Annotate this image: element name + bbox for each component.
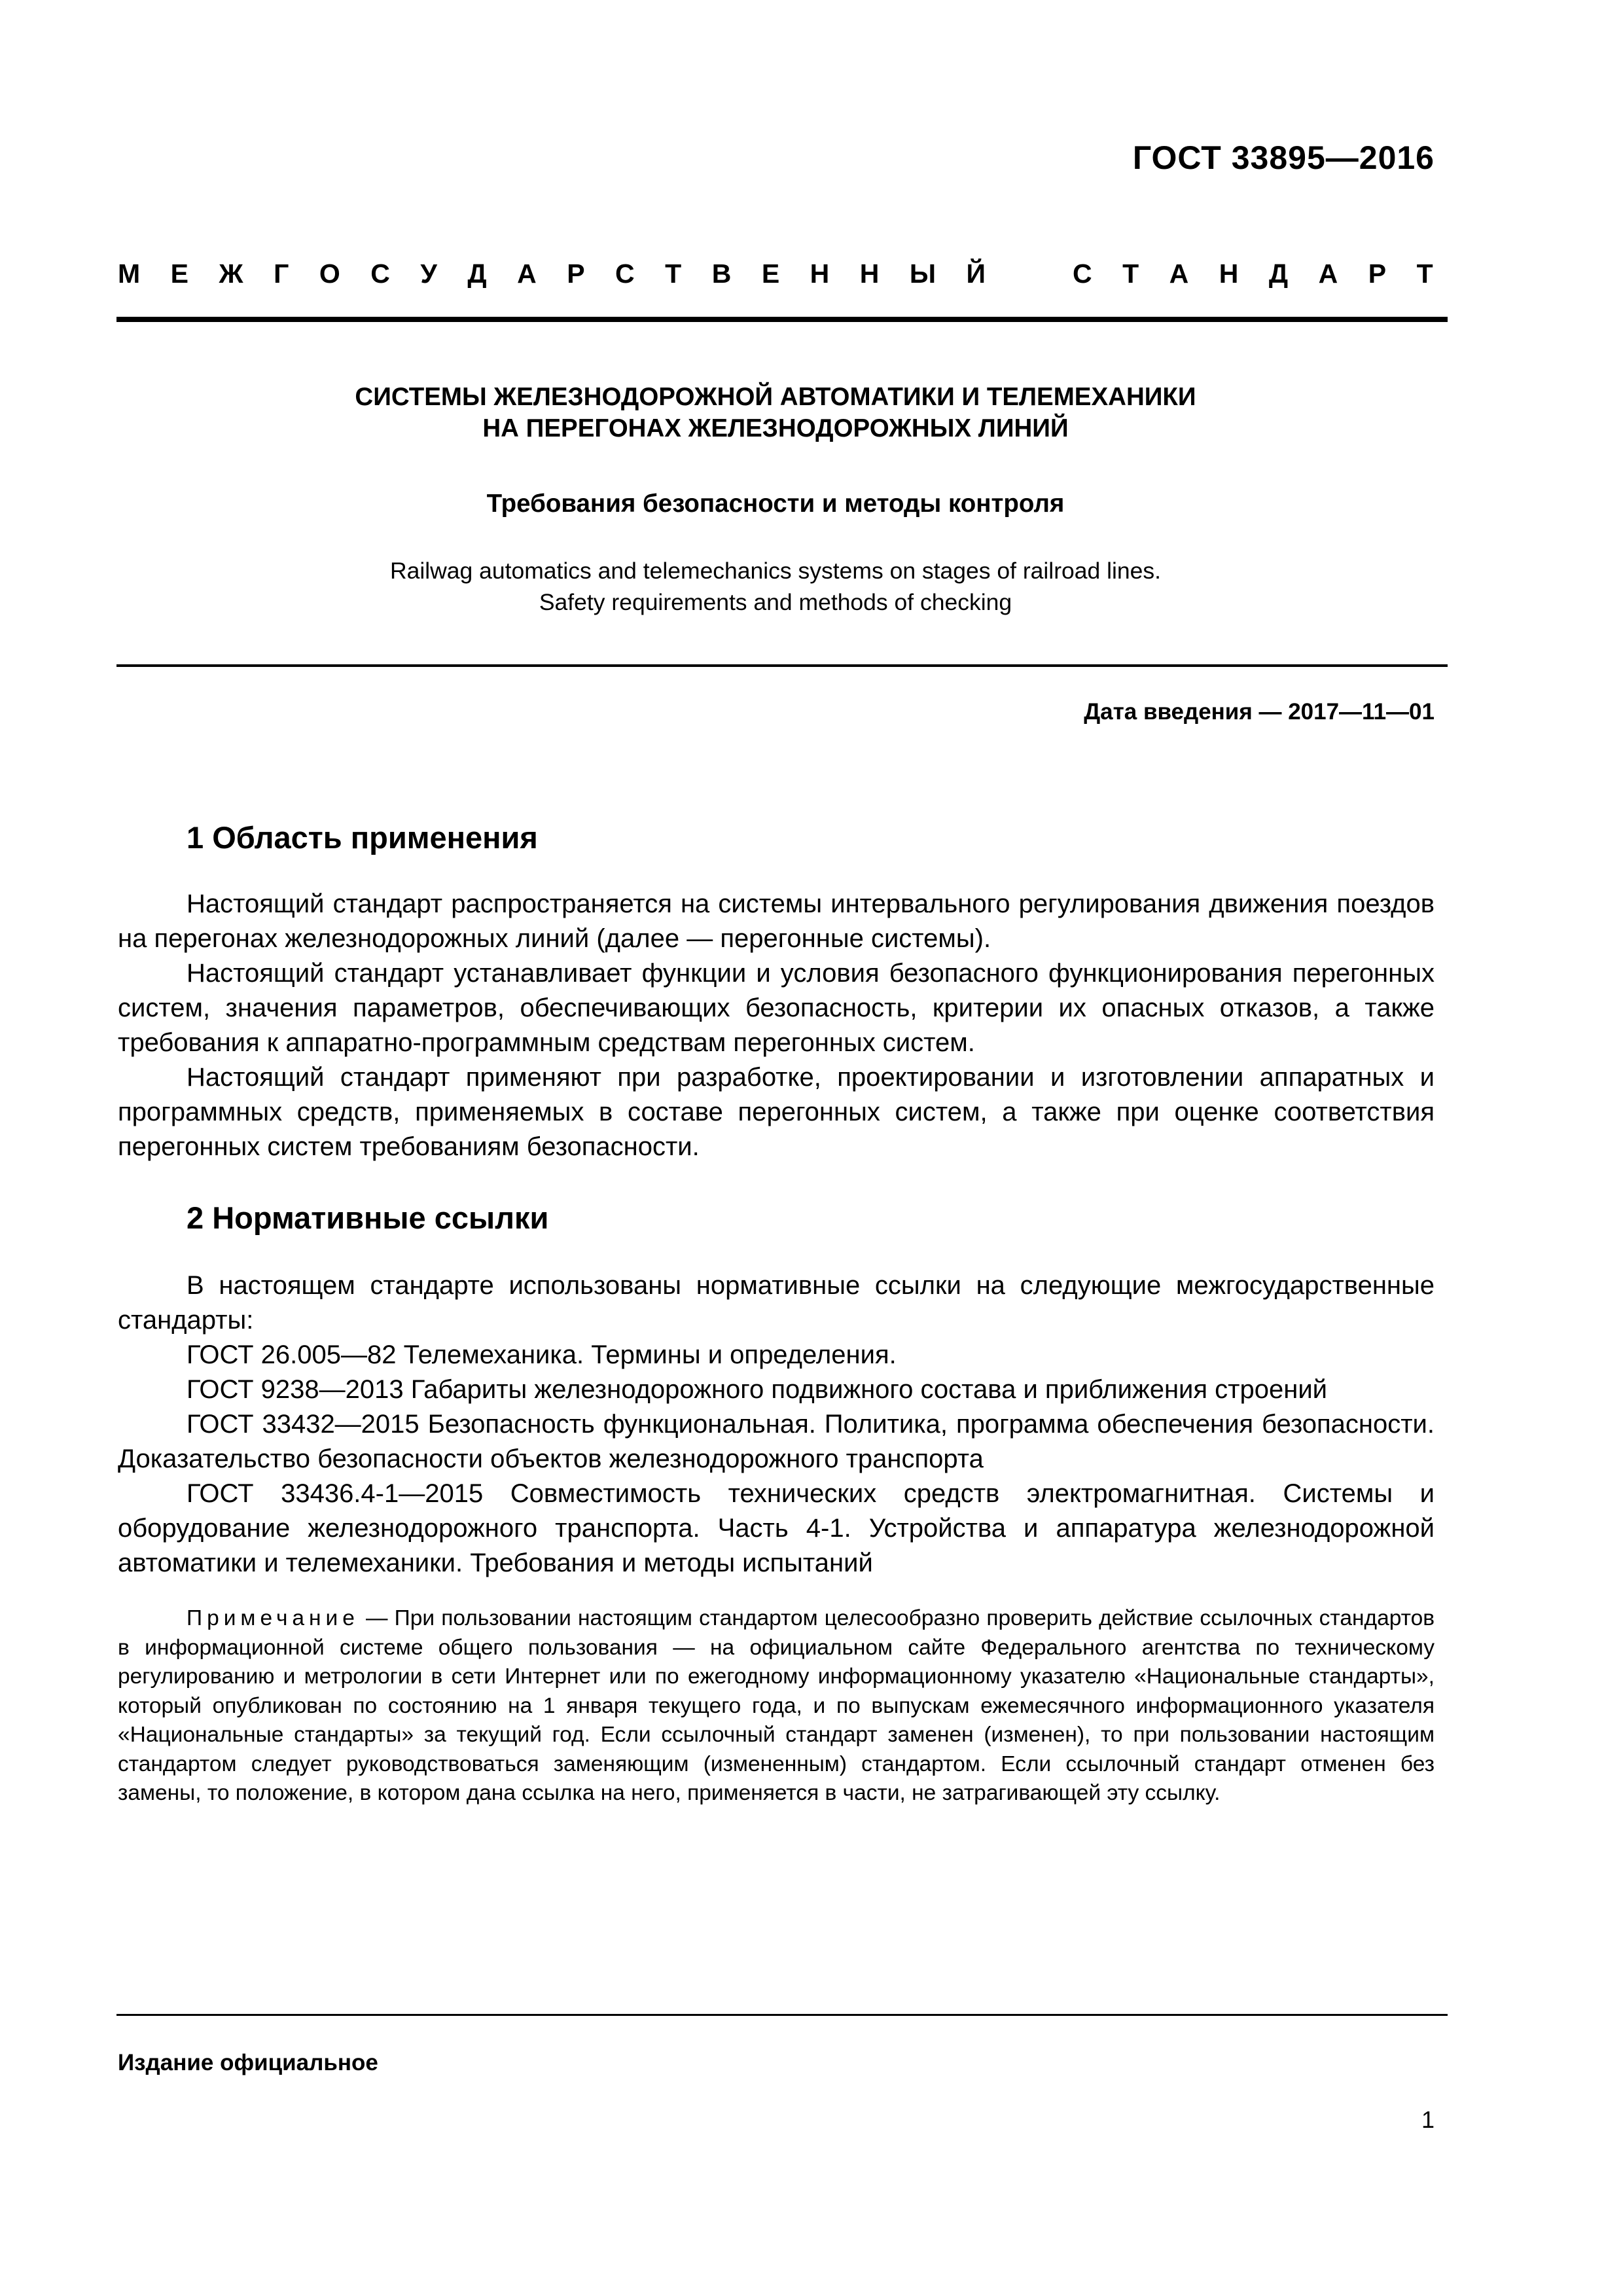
- english-title-line: Safety requirements and methods of checking: [539, 589, 1012, 615]
- note-label: Примечание: [187, 1606, 359, 1630]
- banner-letter: Й: [966, 259, 986, 289]
- reference-item: ГОСТ 26.005—82 Телемеханика. Термины и определения.: [187, 1340, 897, 1369]
- banner-letter: А: [517, 259, 537, 289]
- banner-letter: Т: [665, 259, 682, 289]
- banner-letter: О: [319, 259, 340, 289]
- official-edition-label: Издание официальное: [118, 2050, 378, 2075]
- banner-letter: Р: [1368, 259, 1387, 289]
- banner-letter: Г: [274, 259, 289, 289]
- banner-letter: Н: [1219, 259, 1239, 289]
- banner-letter: А: [1169, 259, 1189, 289]
- title-line: НА ПЕРЕГОНАХ ЖЕЛЕЗНОДОРОЖНЫХ ЛИНИЙ: [482, 414, 1069, 442]
- banner-letter: В: [711, 259, 732, 289]
- banner-word-gap: [1016, 259, 1043, 289]
- section-heading-scope: 1 Область применения: [187, 820, 538, 855]
- banner-letter: С: [370, 259, 390, 289]
- banner-letter: Т: [1416, 259, 1433, 289]
- banner-letter: А: [1318, 259, 1338, 289]
- banner-letter: М: [118, 259, 141, 289]
- banner-letter: Т: [1122, 259, 1139, 289]
- header-divider: [116, 317, 1448, 322]
- title-line: СИСТЕМЫ ЖЕЛЕЗНОДОРОЖНОЙ АВТОМАТИКИ И ТЕЛЕМЕХАНИКИ: [355, 383, 1196, 411]
- banner-letter: Е: [761, 259, 780, 289]
- document-subtitle: Требования безопасности и методы контроля: [486, 490, 1065, 518]
- banner-letter: Н: [859, 259, 880, 289]
- title-divider: [116, 664, 1448, 667]
- paragraph: Настоящий стандарт устанавливает функции и условия безопасного функционирования перегонных систем, значения параметров, обеспечивающих безопасность, критерии их опасных отказов, а также требования к аппаратно-программным средствам перегонных систем.: [118, 959, 1435, 1057]
- document-number: ГОСТ 33895—2016: [1132, 139, 1435, 176]
- paragraph: В настоящем стандарте использованы нормативные ссылки на следующие межгосударственные стандарты:: [118, 1271, 1435, 1335]
- banner-letter: Ж: [219, 259, 243, 289]
- section-scope-body: [118, 887, 1435, 1164]
- english-title: [118, 555, 1433, 618]
- page-number: 1: [1421, 2106, 1435, 2133]
- section-references-body: [118, 1268, 1435, 1581]
- reference-item: ГОСТ 9238—2013 Габариты железнодорожного подвижного состава и приближения строений: [187, 1375, 1328, 1404]
- reference-item: ГОСТ 33432—2015 Безопасность функциональная. Политика, программа обеспечения безопасности. Доказательство безопасности объектов железнодорожного транспорта: [118, 1410, 1435, 1473]
- english-title-line: Railwag automatics and telemechanics systems on stages of railroad lines.: [390, 558, 1161, 584]
- reference-item: ГОСТ 33436.4-1—2015 Совместимость технических средств электромагнитная. Системы и оборудование железнодорожного транспорта. Часть 4-1. Устройства и аппаратура железнодорожной автоматики и телемеханики. Требования и методы испытаний: [118, 1479, 1435, 1577]
- paragraph: Настоящий стандарт применяют при разработке, проектировании и изготовлении аппаратных и программных средств, применяемых в составе перегонных систем, а также при оценке соответствия перегонных систем требованиям безопасности.: [118, 1063, 1435, 1161]
- banner-letter: У: [420, 259, 437, 289]
- banner-letter: Н: [810, 259, 830, 289]
- banner-letter: Р: [567, 259, 585, 289]
- banner-letter: Ы: [909, 259, 936, 289]
- note-paragraph: [118, 1604, 1435, 1808]
- interstate-standard-banner: [118, 259, 1433, 289]
- document-title: [118, 382, 1433, 444]
- paragraph: Настоящий стандарт распространяется на системы интервального регулирования движения поездов на перегонах железнодорожных линий (далее — перегонные системы).: [118, 889, 1435, 953]
- note-block: [118, 1604, 1435, 1808]
- banner-letter: Е: [170, 259, 189, 289]
- banner-letter: С: [615, 259, 635, 289]
- banner-letter: Д: [1268, 259, 1289, 289]
- footer-divider: [116, 2014, 1448, 2016]
- banner-letter: С: [1073, 259, 1092, 289]
- note-text: — При пользовании настоящим стандартом целесообразно проверить действие ссылочных стандартов в информационной системе общего пользования — на официальном сайте Федерального агентства по техническому регулированию и метрологии в сети Интернет или по ежегодному информационному указателю «Национальные стандарты», который опубликован по состоянию на 1 января текущего года, и по выпускам ежемесячного информационного указателя «Национальные стандарты» за текущий год. Если ссылочный стандарт заменен (изменен), то при пользовании настоящим стандартом следует руководствоваться заменяющим (измененным) стандартом. Если ссылочный стандарт отменен без замены, то положение, в котором дана ссылка на него, применяется в части, не затрагивающей эту ссылку.: [118, 1606, 1435, 1805]
- banner-letter: Д: [467, 259, 487, 289]
- section-heading-references: 2 Нормативные ссылки: [187, 1200, 549, 1235]
- introduction-date: Дата введения — 2017—11—01: [1084, 699, 1435, 725]
